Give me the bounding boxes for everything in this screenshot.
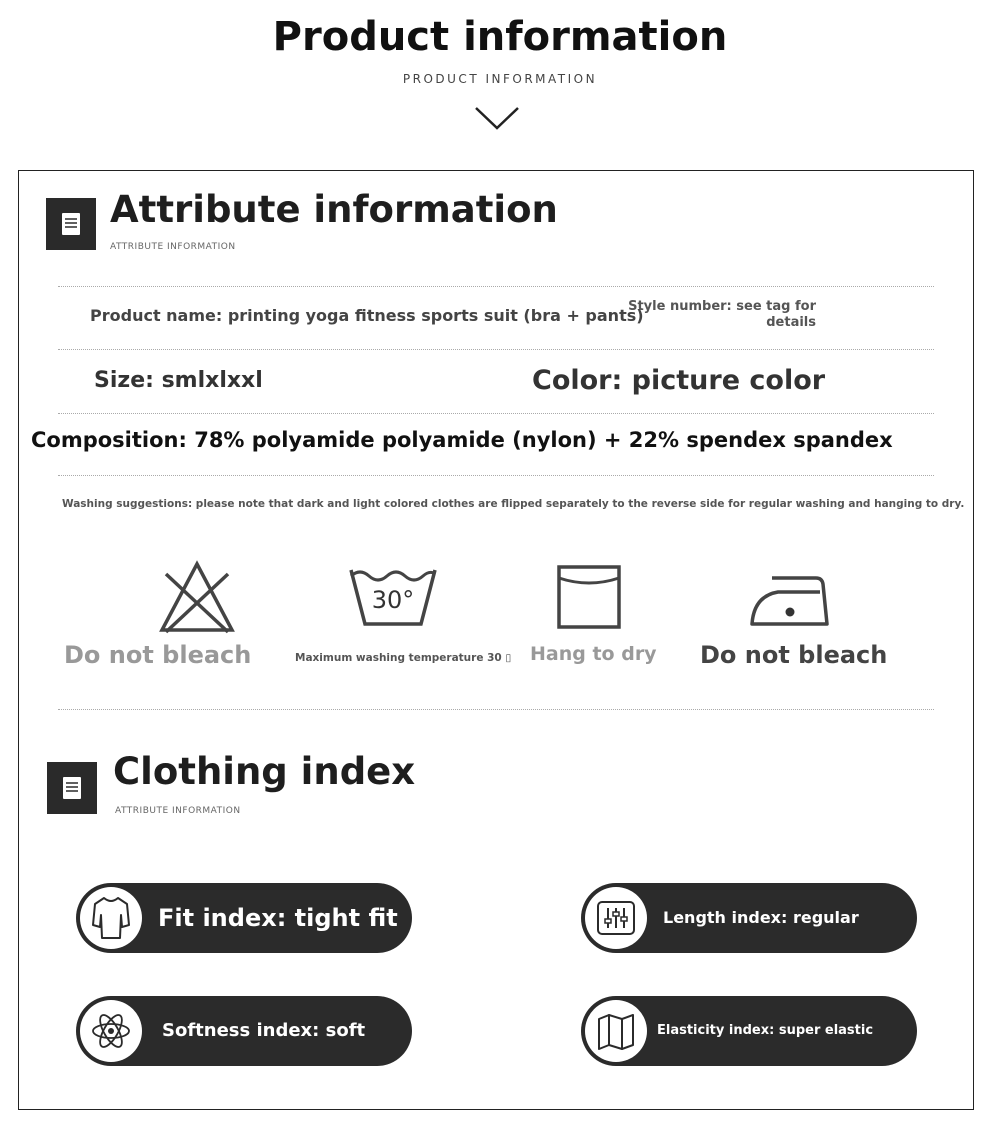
wash-30-icon: [348, 566, 438, 630]
document-icon: [47, 762, 97, 814]
tshirt-icon: [80, 887, 142, 949]
composition: Composition: 78% polyamide polyamide (nylon) + 22% spendex spandex: [31, 428, 893, 452]
care-label-hang-dry: Hang to dry: [530, 643, 657, 665]
style-number: [620, 299, 816, 331]
product-name: Product name: printing yoga fitness sports suit (bra + pants): [90, 306, 644, 325]
fit-index-pill: [76, 883, 412, 953]
length-index-label: Length index: regular: [663, 908, 859, 927]
hang-dry-icon: [556, 564, 622, 630]
map-fold-icon: [585, 1000, 647, 1062]
care-label-wash: Maximum washing temperature 30 ▯: [295, 652, 512, 664]
size: Size: smlxlxxl: [94, 368, 263, 393]
clothing-index-title: Clothing index: [113, 750, 416, 793]
care-label-iron: Do not bleach: [700, 641, 888, 669]
attribute-title: Attribute information: [110, 188, 558, 231]
page-title: Product information: [272, 14, 728, 60]
washing-suggestions: Washing suggestions: please note that dark and light colored clothes are flipped separately to the reverse side for regular washing and hanging to dry.: [62, 498, 965, 510]
divider: [58, 349, 934, 350]
atom-icon: [80, 1000, 142, 1062]
divider: [58, 475, 934, 476]
wash-30-badge: 30°: [371, 586, 415, 614]
elasticity-index-label: Elasticity index: super elastic: [657, 1023, 874, 1038]
length-index-pill: [581, 883, 917, 953]
divider: [58, 413, 934, 414]
fit-index-label: Fit index: tight fit: [158, 904, 398, 932]
style-number-line2: details: [766, 315, 816, 330]
softness-index-label: Softness index: soft: [162, 1020, 366, 1041]
elasticity-index-pill: [581, 996, 917, 1066]
style-number-line1: Style number: see tag for: [628, 299, 816, 314]
no-bleach-icon: [158, 560, 236, 634]
iron-icon: [748, 572, 830, 628]
softness-index-pill: [76, 996, 412, 1066]
page-subtitle: PRODUCT INFORMATION: [402, 72, 598, 86]
chevron-down-icon: [474, 104, 520, 132]
attribute-subtitle: ATTRIBUTE INFORMATION: [110, 242, 236, 252]
sliders-icon: [585, 887, 647, 949]
care-label-no-bleach: Do not bleach: [64, 641, 252, 669]
color: Color: picture color: [532, 365, 826, 396]
document-icon: [46, 198, 96, 250]
divider: [58, 709, 934, 710]
divider: [58, 286, 934, 287]
clothing-index-subtitle: ATTRIBUTE INFORMATION: [115, 806, 241, 816]
